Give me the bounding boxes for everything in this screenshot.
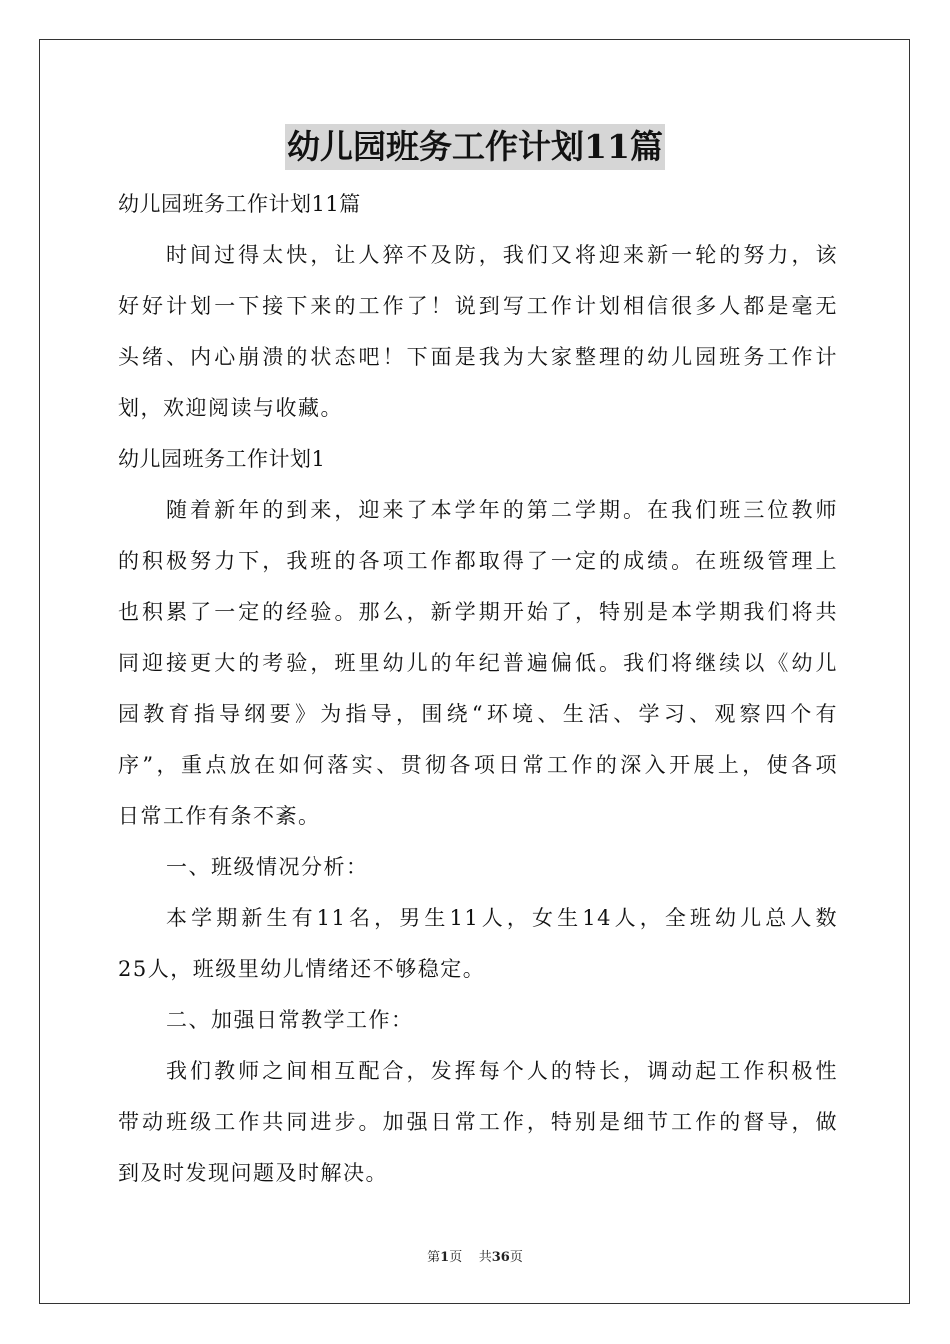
paragraph-line: 本学期新生有11名，男生11人，女生14人，全班幼儿总人数 — [166, 906, 838, 930]
footer-total-pages: 36 — [491, 1250, 510, 1265]
footer-total-suffix: 页 — [509, 1250, 523, 1265]
paragraph-line: 时间过得太快，让人猝不及防，我们又将迎来新一轮的努力，该 — [166, 243, 838, 267]
paragraph-line: 园教育指导纲要》为指导，围绕“环境、生活、学习、观察四个有 — [118, 702, 838, 726]
document-title: 幼儿园班务工作计划11篇 — [285, 124, 665, 170]
section-heading: 幼儿园班务工作计划1 — [118, 447, 326, 471]
title-wrap — [0, 124, 950, 170]
paragraph-line: 到及时发现问题及时解决。 — [118, 1161, 388, 1185]
paragraph-line: 我们教师之间相互配合，发挥每个人的特长，调动起工作积极性 — [166, 1059, 838, 1083]
paragraph-line: 序”，重点放在如何落实、贯彻各项日常工作的深入开展上，使各项 — [118, 753, 838, 777]
footer-page-number: 1 — [440, 1250, 450, 1265]
paragraph-line: 25人，班级里幼儿情绪还不够稳定。 — [118, 957, 486, 981]
paragraph-line: 划，欢迎阅读与收藏。 — [118, 396, 343, 420]
subsection-heading: 二、加强日常教学工作： — [166, 1008, 414, 1032]
paragraph-line: 日常工作有条不紊。 — [118, 804, 321, 828]
paragraph-line: 也积累了一定的经验。那么，新学期开始了，特别是本学期我们将共 — [118, 600, 838, 624]
footer-total-prefix: 共 — [478, 1250, 492, 1265]
subsection-heading: 一、班级情况分析： — [166, 855, 369, 879]
subtitle-line: 幼儿园班务工作计划11篇 — [118, 192, 361, 216]
document-body — [118, 179, 838, 1199]
paragraph-line: 随着新年的到来，迎来了本学年的第二学期。在我们班三位教师 — [166, 498, 838, 522]
paragraph-line: 同迎接更大的考验，班里幼儿的年纪普遍偏低。我们将继续以《幼儿 — [118, 651, 838, 675]
paragraph-line: 的积极努力下，我班的各项工作都取得了一定的成绩。在班级管理上 — [118, 549, 838, 573]
page-footer — [0, 1246, 950, 1265]
paragraph-line: 头绪、内心崩溃的状态吧！下面是我为大家整理的幼儿园班务工作计 — [118, 345, 838, 369]
paragraph-line: 带动班级工作共同进步。加强日常工作，特别是细节工作的督导，做 — [118, 1110, 838, 1134]
footer-page-suffix: 页 — [449, 1250, 463, 1265]
paragraph-line: 好好计划一下接下来的工作了！说到写工作计划相信很多人都是毫无 — [118, 294, 838, 318]
footer-page-prefix: 第 — [427, 1250, 441, 1265]
